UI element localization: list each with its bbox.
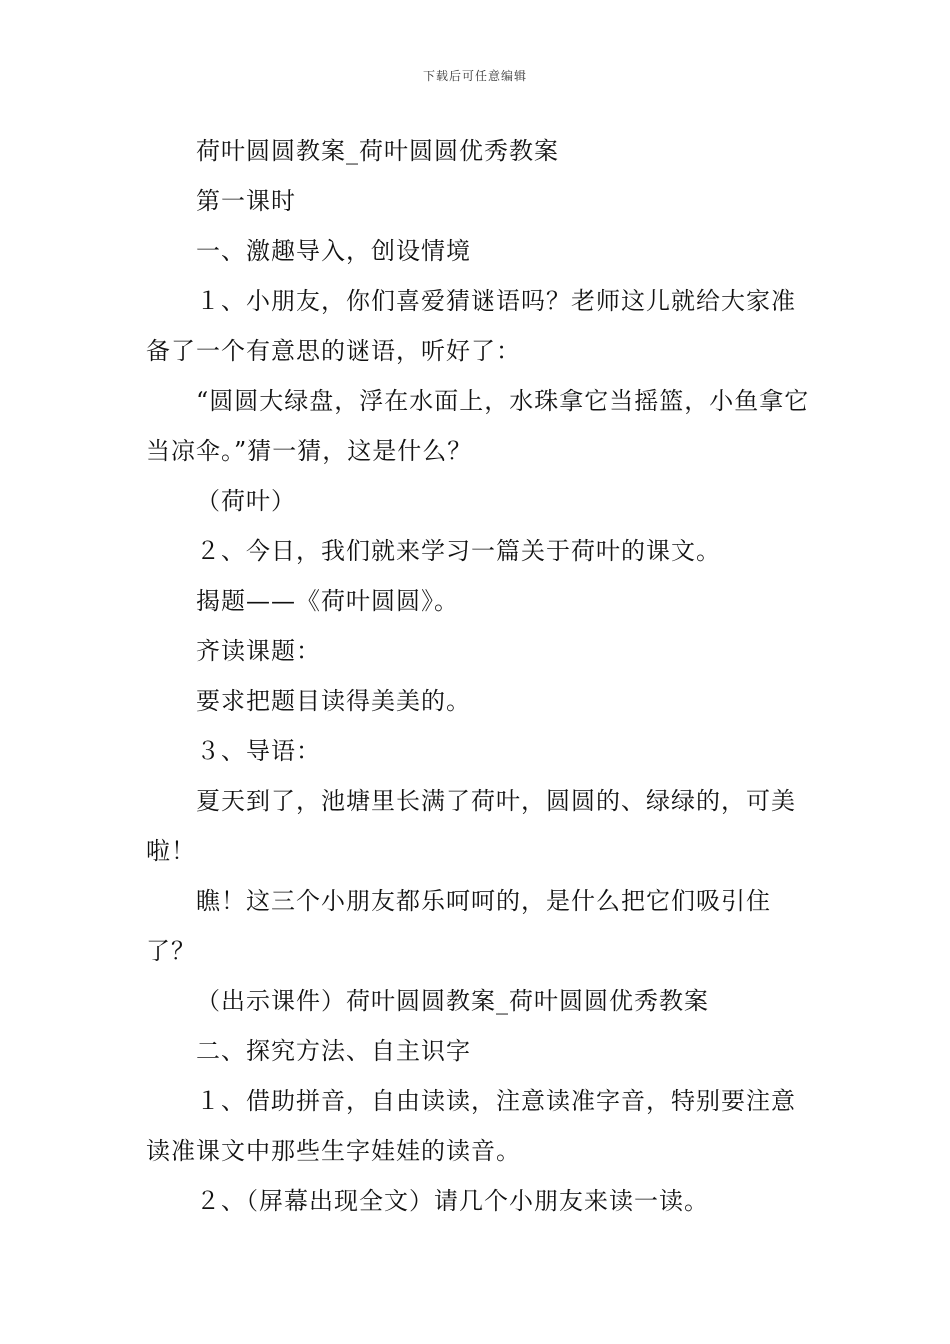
document-title: 荷叶圆圆教案_荷叶圆圆优秀教案 [196, 137, 559, 165]
paragraph: 要求把题目读得美美的。 [196, 687, 471, 715]
paragraph: 瞧！这三个小朋友都乐呵呵的，是什么把它们吸引住了？ [146, 887, 771, 965]
paragraph: ３、导语： [196, 737, 321, 765]
paragraph: 揭题——《荷叶圆圆》。 [196, 587, 459, 615]
paragraph: （出示课件）荷叶圆圆教案_荷叶圆圆优秀教案 [196, 987, 709, 1015]
paragraph: １、借助拼音，自由读读，注意读准字音，特别要注意读准课文中那些生字娃娃的读音。 [146, 1087, 796, 1165]
paragraph: １、小朋友，你们喜爱猜谜语吗？老师这儿就给大家准备了一个有意思的谜语，听好了： [146, 287, 796, 365]
header-note: 下载后可任意编辑 [422, 69, 527, 83]
paragraph: ２、今日，我们就来学习一篇关于荷叶的课文。 [196, 537, 721, 565]
section-heading: 二、探究方法、自主识字 [196, 1037, 471, 1065]
paragraph: ２、（屏幕出现全文）请几个小朋友来读一读。 [196, 1187, 709, 1215]
paragraph: 齐读课题： [196, 637, 321, 665]
section-heading: 第一课时 [196, 187, 296, 215]
paragraph: “圆圆大绿盘，浮在水面上，水珠拿它当摇篮，小鱼拿它当凉伞。”猜一猜，这是什么？ [146, 387, 810, 465]
paragraph: 夏天到了，池塘里长满了荷叶，圆圆的、绿绿的，可美啦！ [146, 787, 796, 865]
paragraph: （荷叶） [196, 487, 296, 515]
section-heading: 一、激趣导入，创设情境 [196, 237, 471, 265]
document-body [146, 126, 810, 1226]
